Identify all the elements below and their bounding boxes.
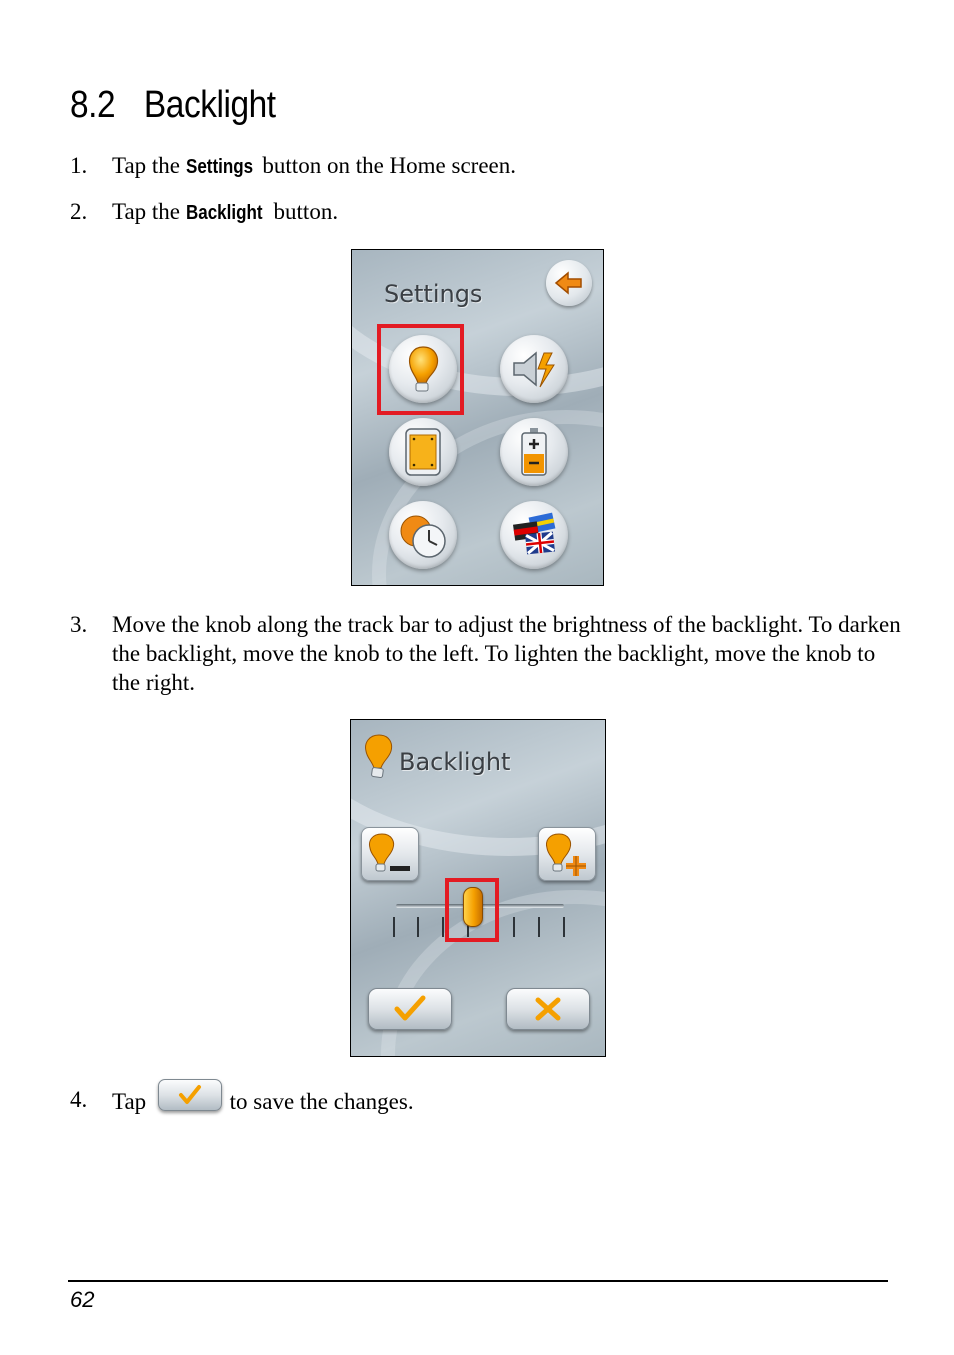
settings-screenshot [351,249,604,586]
confirm-button[interactable] [368,988,452,1030]
step-text: Move the knob along the track bar to adjust the brightness of the backlight. To darken the backlight, move the knob to the left. To lighten the backlight, move the knob to the right. [112,612,901,695]
bulb-plus-icon [539,828,595,880]
settings-title: Settings [384,280,483,308]
backlight-title-bulb-icon [361,732,397,782]
checkmark-icon [159,1080,221,1110]
back-button[interactable] [546,260,592,306]
step-number: 1. [70,153,88,178]
highlight-frame [377,324,464,415]
battery-icon [500,418,568,486]
time-zone-button[interactable] [389,501,457,569]
step-number: 3. [70,612,88,637]
decrease-brightness-button[interactable] [361,827,419,881]
backlight-screenshot [350,719,606,1057]
back-arrow-icon [546,260,592,306]
clock-globe-icon [389,501,457,569]
highlight-frame [445,878,499,942]
track-tick [563,917,565,937]
page-number: 62 [70,1287,95,1312]
screen-calibration-button[interactable] [389,418,457,486]
language-button[interactable] [500,501,568,569]
backlight-title: Backlight [399,748,511,776]
step-number: 4. [70,1087,88,1112]
screen-calibration-icon [389,418,457,486]
volume-button[interactable] [500,335,568,403]
bulb-minus-icon [362,828,418,880]
speaker-icon [500,335,568,403]
cross-icon [507,989,589,1029]
section-heading [70,84,276,127]
step-text: Tap the Settings button on the Home screen. [112,151,902,182]
footer-rule [68,1280,888,1282]
ui-label-backlight: Backlight [185,202,263,224]
section-number: 8.2 [70,84,116,126]
track-tick [513,917,515,937]
section-title: Backlight [143,84,276,126]
step-text: Tap to save the changes. [112,1089,414,1114]
checkmark-icon [369,989,451,1029]
inline-confirm-button [158,1079,222,1111]
track-tick [393,917,395,937]
flags-icon [500,501,568,569]
battery-button[interactable] [500,418,568,486]
track-tick [417,917,419,937]
step-text: Tap the Backlight button. [112,197,902,228]
track-tick [538,917,540,937]
increase-brightness-button[interactable] [538,827,596,881]
step-number: 2. [70,199,88,224]
cancel-button[interactable] [506,988,590,1030]
ui-label-settings: Settings [185,156,253,178]
